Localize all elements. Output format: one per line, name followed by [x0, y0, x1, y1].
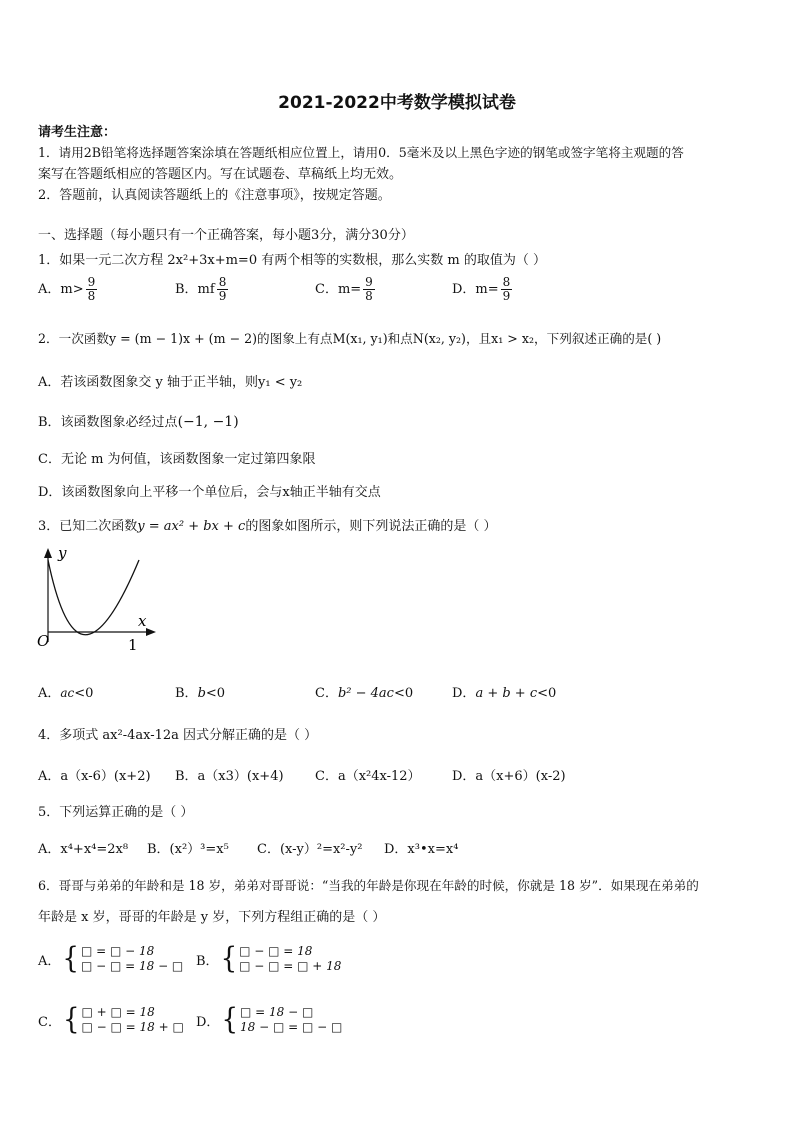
q3-option-c[interactable]: C．b² − 4ac<0: [315, 686, 414, 701]
q2-option-c[interactable]: C．无论 m 为何值，该函数图象一定过第四象限: [38, 452, 316, 467]
q5-option-b[interactable]: B．(x²）³=x⁵: [147, 842, 229, 857]
q2-option-a[interactable]: A．若该函数图象交 y 轴于正半轴，则y₁ < y₂: [38, 375, 303, 390]
q2-point-m: M(x₁, y₁): [332, 331, 388, 346]
graph-y-label: y: [58, 544, 67, 562]
x-axis-arrow: [146, 628, 156, 636]
q5-option-c[interactable]: C．(x-y）²=x²-y²: [257, 842, 363, 857]
q1-option-a[interactable]: [38, 276, 99, 303]
notice-heading: 请考生注意：: [38, 125, 117, 140]
q3-option-b[interactable]: B．b<0: [175, 686, 226, 701]
q6-option-c[interactable]: C． { □ + □ = 18 □ − □ = 18 + □: [38, 1003, 184, 1037]
notice-line1a: 1．请用2B铅笔将选择题答案涂填在答题纸相应位置上，请用0．5毫米及以上黑色字迹的钢笔或签字笔将主观题的答: [38, 145, 684, 160]
q5-stem: 5．下列运算正确的是（ ）: [38, 805, 194, 820]
parabola-curve: [48, 560, 139, 635]
q1-d-fraction: $\frac{8}{9}$: [502, 275, 511, 303]
graph-one-label: 1: [128, 636, 138, 654]
q6-option-a[interactable]: A． { □ = □ − 18 □ − □ = 18 − □: [38, 942, 184, 976]
notice-line1b: 案写在答题纸相应的答题区内。写在试题卷、草稿纸上均无效。: [38, 167, 403, 182]
q1-stem: 1．如果一元二次方程 2x²+3x+m=0 有两个相等的实数根，那么实数 m 的取值为（ ）: [38, 253, 546, 268]
notice-line2: 2．答题前，认真阅读答题纸上的《注意事项》，按规定答题。: [38, 188, 391, 203]
page-title: 2021-2022中考数学模拟试卷: [278, 93, 516, 113]
q2-point-n: N(x₂, y₂): [412, 331, 466, 346]
y-axis-arrow: [44, 548, 52, 558]
brace-icon: {: [62, 1003, 80, 1037]
q6-option-b[interactable]: B． { □ − □ = 18 □ − □ = □ + 18: [196, 942, 342, 976]
q5-option-d[interactable]: D．x³•x=x⁴: [384, 842, 459, 857]
q3-stem: 3．已知二次函数y = ax² + bx + c的图象如图所示，则下列说法正确的是（ ）: [38, 519, 497, 534]
q2-condition: x₁ > x₂: [491, 331, 535, 346]
graph-origin-label: O: [37, 632, 50, 650]
q3-option-a[interactable]: A．ac<0: [38, 686, 94, 701]
q1-option-b[interactable]: [175, 276, 230, 303]
q1-d-label: D．m=: [452, 282, 499, 297]
q6-option-d[interactable]: D． { □ = 18 − □ 18 − □ = □ − □: [196, 1003, 343, 1037]
brace-icon: {: [220, 942, 238, 976]
q4-stem: 4．多项式 ax²-4ax-12a 因式分解正确的是（ ）: [38, 728, 318, 743]
brace-icon: {: [221, 1003, 238, 1037]
q4-option-d[interactable]: D．a（x+6）(x-2): [452, 769, 566, 784]
q1-c-fraction: $\frac{9}{8}$: [365, 275, 373, 303]
q3-expression: y = ax² + bx + c: [137, 519, 246, 534]
graph-x-label: x: [138, 612, 147, 630]
q6-stem-line1: 6．哥哥与弟弟的年龄和是 18 岁，弟弟对哥哥说：“当我的年龄是你现在年龄的时候，你就是 18 岁”．如果现在弟弟的: [38, 878, 699, 893]
q1-b-fraction: $\frac{8}{9}$: [218, 275, 227, 303]
q2-option-b[interactable]: B．该函数图象必经过点(−1, −1): [38, 414, 239, 430]
q5-option-a[interactable]: A．x⁴+x⁴=2x⁸: [38, 842, 129, 857]
q1-a-fraction: $\frac{9}{8}$: [87, 275, 96, 303]
brace-icon: {: [62, 942, 79, 976]
q1-a-label: A．m>: [38, 282, 84, 297]
q4-option-a[interactable]: A．a（x-6）(x+2): [38, 769, 151, 784]
q4-option-b[interactable]: B．a（x3）(x+4): [175, 769, 284, 784]
q4-option-c[interactable]: C．a（x²4x-12）: [315, 769, 421, 784]
q1-option-d[interactable]: [452, 276, 514, 303]
q2-expression: y = (m − 1)x + (m − 2): [108, 331, 257, 346]
q1-option-c[interactable]: [315, 276, 377, 303]
q2-option-d[interactable]: D．该函数图象向上平移一个单位后，会与x轴正半轴有交点: [38, 485, 381, 500]
section-heading: 一、选择题（每小题只有一个正确答案，每小题3分，满分30分）: [38, 228, 414, 243]
q1-c-label: C．m=: [315, 282, 362, 297]
q2-stem: 2．一次函数y = (m − 1)x + (m − 2)的图象上有点M(x₁, y₁)和点N(x₂, y₂)，且x₁ > x₂，下列叙述正确的是( ): [38, 331, 662, 346]
q1-b-label: B．mf: [175, 282, 215, 297]
q6-stem-line2: 年龄是 x 岁，哥哥的年龄是 y 岁，下列方程组正确的是（ ）: [38, 910, 386, 925]
q3-parabola-graph: [34, 542, 164, 662]
q3-option-d[interactable]: D．a + b + c<0: [452, 686, 557, 701]
